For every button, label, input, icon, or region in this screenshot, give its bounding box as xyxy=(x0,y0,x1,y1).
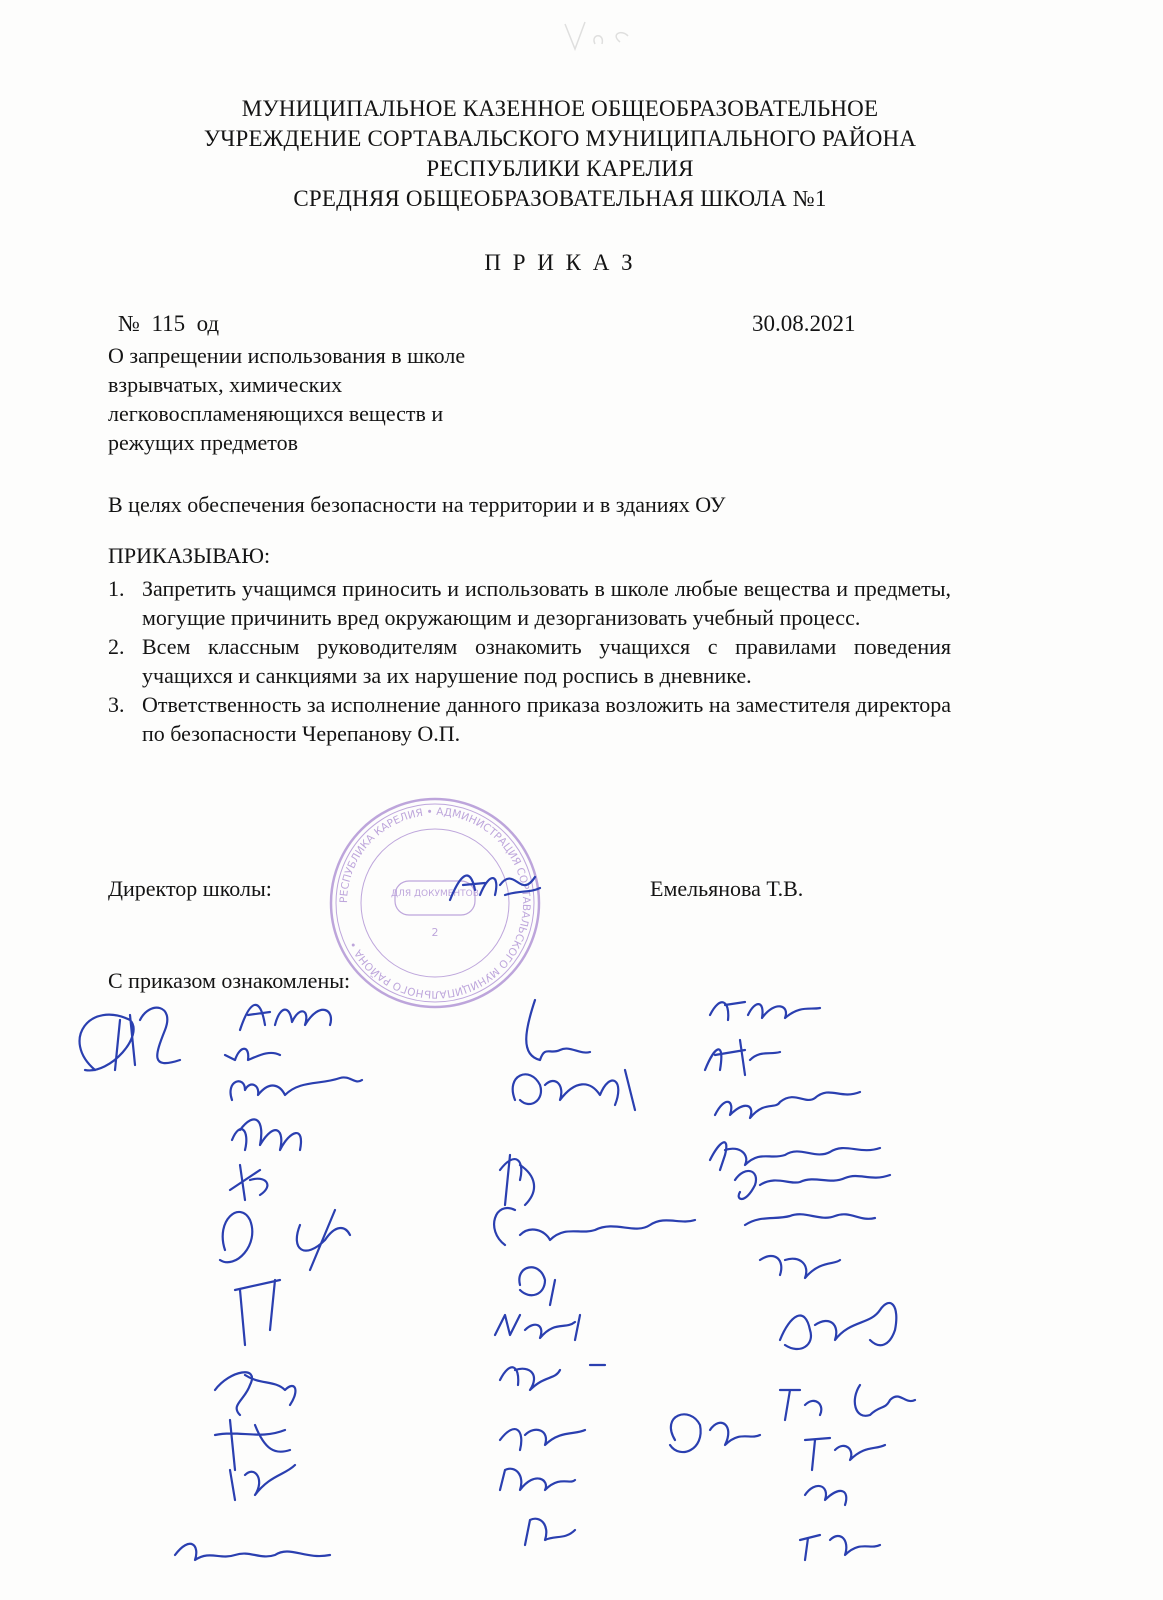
signature xyxy=(805,1438,885,1470)
signature xyxy=(760,1256,840,1278)
signature xyxy=(220,1210,350,1270)
signature xyxy=(215,1420,290,1470)
order-item xyxy=(108,690,951,748)
stamp-inner-text: ДЛЯ ДОКУМЕНТОВ xyxy=(391,889,479,899)
signature xyxy=(710,1142,880,1170)
order-purpose: В целях обеспечения безопасности на территории и в зданиях ОУ xyxy=(108,492,726,517)
header-line: РЕСПУБЛИКИ КАРЕЛИЯ xyxy=(426,156,694,181)
order-subject: О запрещении использования в школе взрывчатых, химических легковоспламеняющихся веществ и режущих предметов xyxy=(108,343,466,455)
signature xyxy=(780,1303,896,1349)
signature xyxy=(232,1119,301,1150)
signature xyxy=(500,1469,575,1490)
order-item xyxy=(108,632,951,690)
signature xyxy=(670,1414,760,1452)
signature xyxy=(705,1040,780,1075)
signature xyxy=(513,1070,635,1110)
signature xyxy=(519,1267,555,1305)
signature xyxy=(230,1165,267,1200)
signature xyxy=(80,1008,180,1071)
order-number: № 115 од xyxy=(118,311,220,336)
header-line: МУНИЦИПАЛЬНОЕ КАЗЕННОЕ ОБЩЕОБРАЗОВАТЕЛЬНОЕ xyxy=(241,96,879,121)
order-item-text: Всем классным руководителям ознакомить учащихся с правилами поведения учащихся и санкциями за их нарушение под роспись в дневнике. xyxy=(142,634,951,688)
header-line: УЧРЕЖДЕНИЕ СОРТАВАЛЬСКОГО МУНИЦИПАЛЬНОГО РАЙОНА xyxy=(203,126,917,151)
stamp-ring-text: РЕСПУБЛИКА КАРЕЛИЯ • АДМИНИСТРАЦИЯ СОРТАВАЛЬСКОГО МУНИЦИПАЛЬНОГО РАЙОНА • xyxy=(337,805,533,1001)
signature xyxy=(495,1315,580,1340)
order-item-text: Запретить учащимся приносить и использовать в школе любые вещества и предметы, могущие причинить вред окружающим и дезорганизовать учебный процесс. xyxy=(142,576,951,630)
director-label: Директор школы: xyxy=(108,876,272,901)
signature xyxy=(780,1385,915,1420)
orders-heading: ПРИКАЗЫВАЮ: xyxy=(108,543,271,568)
stamp-number: 2 xyxy=(431,926,439,939)
signature xyxy=(215,1372,295,1415)
signature xyxy=(715,1092,860,1118)
order-item-number: 3. xyxy=(108,692,125,717)
signature xyxy=(735,1171,890,1199)
header-line: СРЕДНЯЯ ОБЩЕОБРАЗОВАТЕЛЬНАЯ ШКОЛА №1 xyxy=(293,186,827,211)
school-header xyxy=(80,94,1040,214)
order-item-number: 2. xyxy=(108,634,125,659)
acquainted-label: С приказом ознакомлены: xyxy=(108,968,351,993)
signature xyxy=(494,1208,695,1245)
director-name: Емельянова Т.В. xyxy=(650,876,804,901)
signature xyxy=(805,1486,846,1505)
order-item-text: Ответственность за исполнение данного приказа возложить на заместителя директора по безопасности Черепанову О.П. xyxy=(142,692,951,746)
signature xyxy=(710,1002,820,1020)
signature xyxy=(745,1214,875,1225)
signature xyxy=(500,1365,605,1390)
signature xyxy=(525,1519,575,1545)
signature xyxy=(225,1049,280,1060)
order-item-number: 1. xyxy=(108,576,125,601)
order-date: 30.08.2021 xyxy=(752,311,856,336)
director-signature xyxy=(445,855,545,915)
signature xyxy=(235,1280,280,1345)
order-item xyxy=(108,574,951,632)
signature xyxy=(175,1544,330,1560)
signature xyxy=(231,1077,362,1100)
signature xyxy=(800,1535,880,1560)
signature xyxy=(500,1429,585,1450)
signature xyxy=(526,1000,590,1060)
staff-signatures xyxy=(0,960,1163,1600)
order-items-list xyxy=(108,574,951,748)
signature xyxy=(500,1155,534,1205)
signature xyxy=(230,1465,295,1500)
pencil-mark xyxy=(560,14,650,54)
signature xyxy=(240,1005,331,1030)
document-title: П Р И К А З xyxy=(484,250,636,275)
